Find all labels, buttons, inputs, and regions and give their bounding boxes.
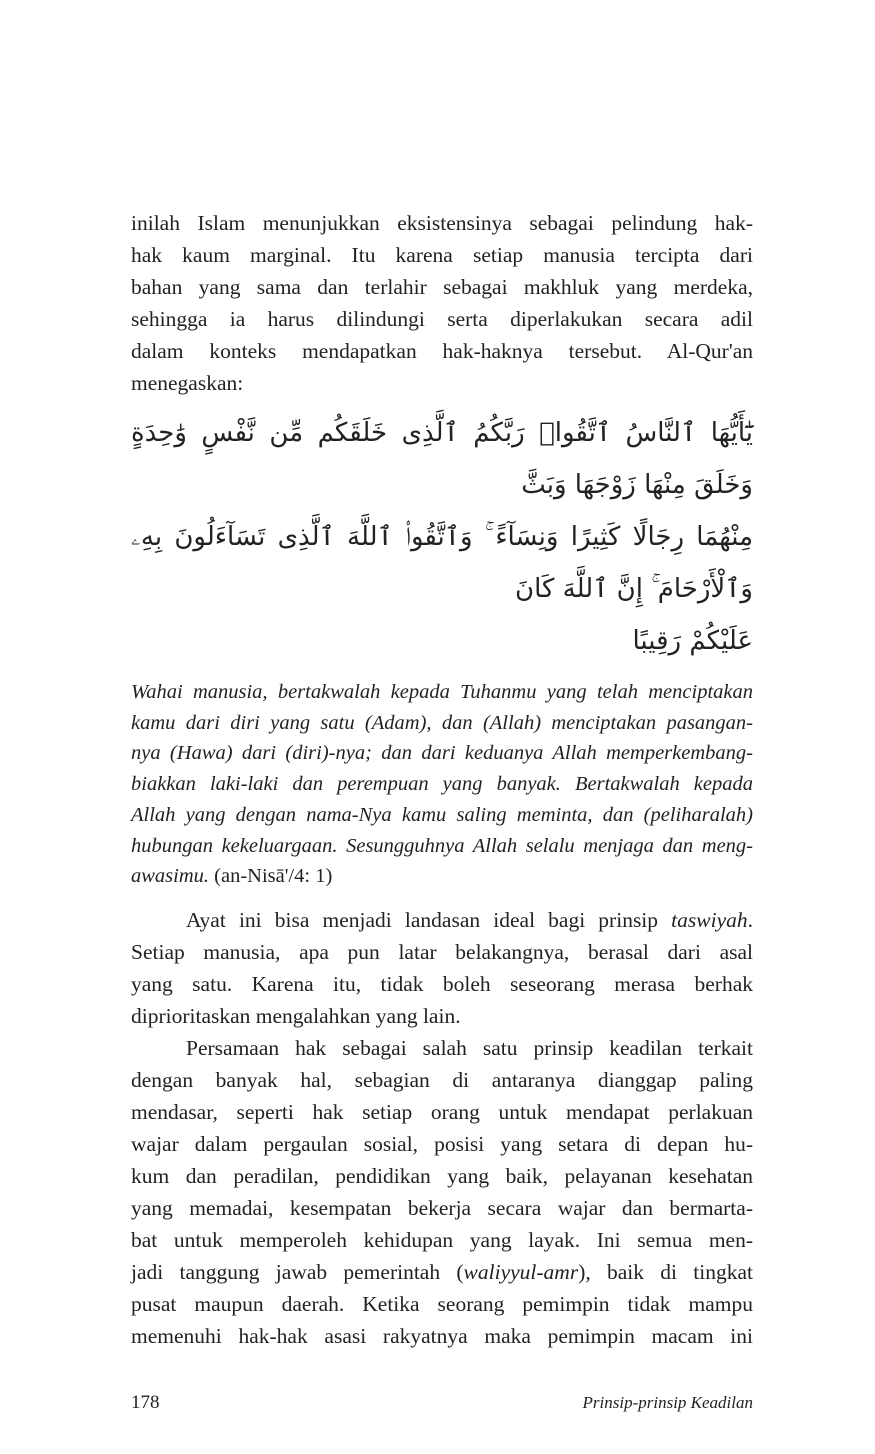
term-taswiyah: taswiyah	[671, 907, 748, 932]
text-line: dalam konteks mendapatkan hak-haknya tersebut. Al-Qur'an	[131, 339, 753, 363]
text-line: Persamaan hak sebagai salah satu prinsip keadilan terkait	[186, 1035, 753, 1060]
text-line	[131, 904, 753, 936]
term-waliyyul-amr: waliyyul-amr	[463, 1259, 579, 1284]
arabic-line: يَٰٓأَيُّهَا ٱلنَّاسُ ٱتَّقُوا۟ رَبَّكُمُ ٱلَّذِى خَلَقَكُم مِّن نَّفْسٍ وَٰحِدَةٍ وَخَلَقَ مِنْهَا زَوْجَهَا وَبَثَّ	[131, 418, 753, 500]
intro-paragraph	[131, 207, 753, 399]
paragraph-persamaan-hak	[131, 1032, 753, 1352]
paragraph-taswiyah	[131, 904, 753, 1032]
text-line: wajar dalam pergaulan sosial, posisi yang setara di depan hu-	[131, 1131, 753, 1156]
text-line: sehingga ia harus dilindungi serta diperlakukan secara adil	[131, 307, 753, 331]
translation-line: Wahai manusia, bertakwalah kepada Tuhanmu yang telah menciptakan	[131, 681, 753, 703]
text-line	[131, 1256, 753, 1288]
text-line: bat untuk memperoleh kehidupan yang layak. Ini semua men-	[131, 1227, 753, 1252]
translation-line: hubungan kekeluargaan. Sesungguhnya Allah selalu menjaga dan meng-	[131, 834, 753, 857]
translation-line-last	[131, 861, 753, 892]
text-line: memenuhi hak-hak asasi rakyatnya maka pemimpin macam ini	[131, 1323, 753, 1348]
page-body	[131, 0, 753, 1352]
text-line: diprioritaskan mengalahkan yang lain.	[131, 1003, 461, 1028]
quran-verse-arabic	[131, 407, 753, 667]
text-span: ), baik di tingkat	[578, 1259, 753, 1284]
translation-line: kamu dari diri yang satu (Adam), dan (Allah) menciptakan pasangan-	[131, 711, 753, 734]
translation-line: Allah yang dengan nama-Nya kamu saling meminta, dan (peliharalah)	[131, 803, 753, 826]
text-line: menegaskan:	[131, 371, 244, 395]
text-line: dengan banyak hal, sebagian di antaranya dianggap paling	[131, 1067, 753, 1092]
text-line: bahan yang sama dan terlahir sebagai makhluk yang merdeka,	[131, 275, 753, 299]
page-footer	[131, 1392, 753, 1414]
text-line: hak kaum marginal. Itu karena setiap manusia tercipta dari	[131, 243, 753, 267]
arabic-line: مِنْهُمَا رِجَالًا كَثِيرًا وَنِسَآءً ۚ وَٱتَّقُوا۟ ٱللَّهَ ٱلَّذِى تَسَآءَلُونَ بِهِۦ وَٱلْأَرْحَامَ ۚ إِنَّ ٱللَّهَ كَانَ	[131, 522, 753, 604]
text-line: kum dan peradilan, pendidikan yang baik, pelayanan kesehatan	[131, 1163, 753, 1188]
text-span: Ayat ini bisa menjadi landasan ideal bagi prinsip	[186, 907, 672, 932]
text-line: mendasar, seperti hak setiap orang untuk mendapat perlakuan	[131, 1099, 753, 1124]
text-span: jadi tanggung jawab pemerintah (	[131, 1259, 464, 1284]
text-span: .	[747, 907, 753, 932]
page-number: 178	[131, 1391, 160, 1413]
running-title: Prinsip-prinsip Keadilan	[582, 1392, 753, 1412]
text-line: yang satu. Karena itu, tidak boleh seseorang merasa berhak	[131, 971, 753, 996]
translation-line: nya (Hawa) dari (diri)-nya; dan dari keduanya Allah memperkembang-	[131, 742, 753, 765]
text-line: yang memadai, kesempatan bekerja secara wajar dan bermarta-	[131, 1195, 753, 1220]
translation-end: awasimu.	[131, 865, 210, 888]
verse-translation	[131, 677, 753, 892]
arabic-line: عَلَيْكُمْ رَقِيبًا	[632, 626, 753, 656]
text-line: Setiap manusia, apa pun latar belakangnya, berasal dari asal	[131, 939, 753, 964]
verse-reference: (an-Nisā'/4: 1)	[214, 865, 333, 888]
text-line: inilah Islam menunjukkan eksistensinya sebagai pelindung hak-	[131, 211, 753, 235]
translation-line: biakkan laki-laki dan perempuan yang banyak. Bertakwalah kepada	[131, 773, 753, 796]
text-line: pusat maupun daerah. Ketika seorang pemimpin tidak mampu	[131, 1291, 753, 1316]
